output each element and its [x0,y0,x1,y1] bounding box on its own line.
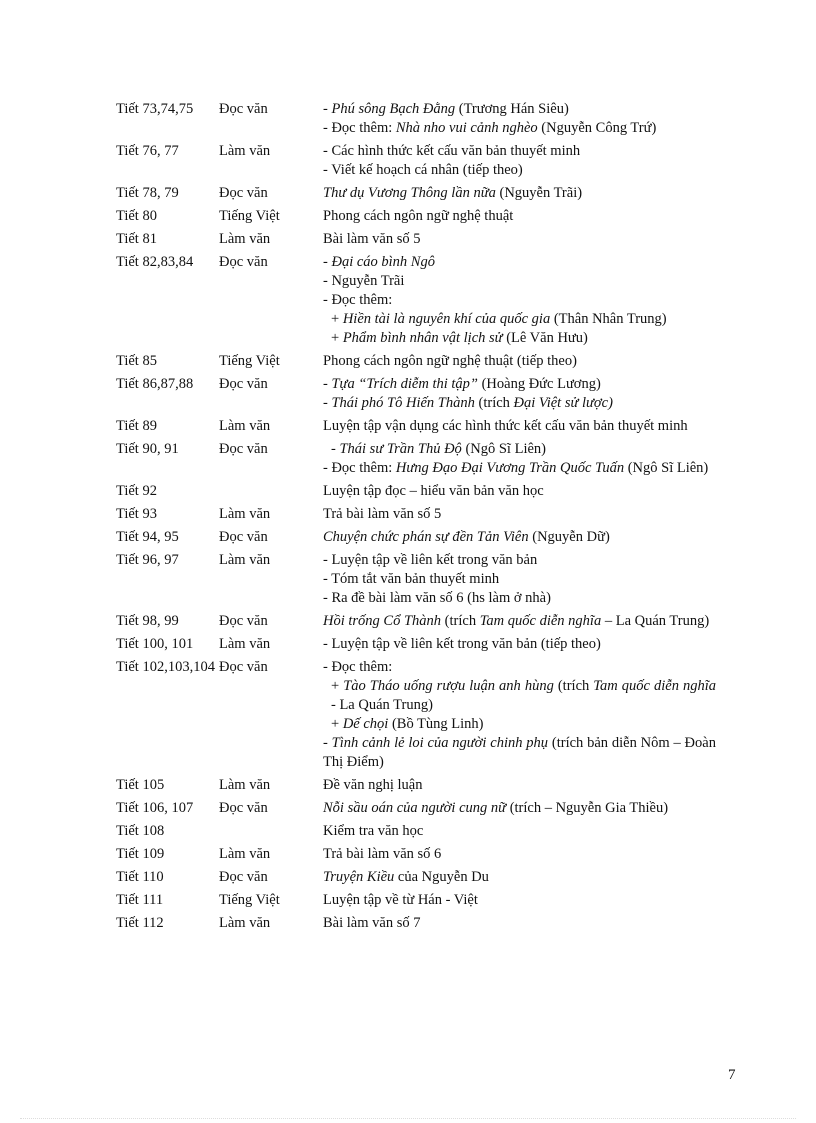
table-row [116,375,716,413]
period-cell: Tiết 109 [116,846,165,862]
content-cell [323,635,716,654]
content-line [323,612,716,631]
content-cell [323,417,716,436]
title-text: Tào Tháo uống rượu luận anh hùng [343,678,554,694]
plain-text: (Nguyễn Công Trứ) [537,120,657,136]
plain-text: Luyện tập vận dụng các hình thức kết cấu văn bản thuyết minh [323,418,688,434]
plain-text: Luyện tập về từ Hán - Việt [323,892,478,908]
table-row [116,440,716,478]
period-cell: Tiết 81 [116,231,157,247]
plain-text: Đề văn nghị luận [323,777,423,793]
type-cell: Làm văn [219,506,271,522]
plain-text: - Đọc thêm: [323,659,393,675]
content-cell [323,658,716,772]
table-row [116,417,716,436]
plain-text: Kiểm tra văn học [323,823,424,839]
period-cell: Tiết 92 [116,483,157,499]
table-row [116,207,716,226]
table-row [116,528,716,547]
period-cell: Tiết 112 [116,915,164,931]
period-cell: Tiết 76, 77 [116,143,179,159]
schedule-table [116,100,716,937]
plain-text: - Luyện tập về liên kết trong văn bản (tiếp theo) [323,636,601,652]
table-row [116,551,716,608]
content-line [323,253,716,272]
period-cell: Tiết 110 [116,869,164,885]
title-text: Tam quốc diễn nghĩa [479,613,602,629]
type-cell: Đọc văn [219,613,268,629]
content-cell [323,551,716,608]
table-row [116,505,716,524]
plain-text: của Nguyễn Du [394,869,489,885]
content-line [323,505,716,524]
plain-text: - [331,441,340,457]
plain-text: - Các hình thức kết cấu văn bản thuyết minh [323,143,581,159]
type-cell: Đọc văn [219,254,268,270]
content-cell [323,142,716,180]
plain-text: - [323,395,332,411]
content-line [323,142,716,161]
type-cell: Đọc văn [219,101,268,117]
period-cell: Tiết 86,87,88 [116,376,194,392]
plain-text: - Đọc thêm: [323,292,393,308]
period-cell: Tiết 85 [116,353,157,369]
plain-text: - Luyện tập về liên kết trong văn bản [323,552,538,568]
plain-text: (Ngô Sĩ Liên) [624,460,709,476]
content-line [323,459,716,478]
table-row [116,100,716,138]
type-cell: Tiếng Việt [219,208,280,224]
table-row [116,482,716,501]
content-cell [323,776,716,795]
plain-text: - [323,254,332,270]
period-cell: Tiết 89 [116,418,157,434]
content-cell [323,184,716,203]
content-line [323,329,716,348]
content-cell [323,207,716,226]
table-row [116,253,716,348]
type-cell: Đọc văn [219,441,268,457]
plain-text: (trích [474,395,514,411]
content-line [323,914,716,933]
plain-text: Trả bài làm văn số 6 [323,846,442,862]
table-row [116,845,716,864]
title-text: Hiền tài là nguyên khí của quốc gia [342,311,551,327]
title-text: Hưng Đạo Đại Vương Trần Quốc Tuấn [395,460,625,476]
period-cell: Tiết 94, 95 [116,529,179,545]
plain-text: (Nguyễn Trãi) [495,185,583,201]
content-line [323,715,716,734]
period-cell: Tiết 80 [116,208,157,224]
table-row [116,352,716,371]
content-cell [323,440,716,478]
content-line [323,207,716,226]
table-row [116,799,716,818]
type-cell: Làm văn [219,231,271,247]
title-text: Đại cáo bình Ngô [331,254,435,270]
title-text: Phẩm bình nhân vật lịch sử [342,330,503,346]
table-row [116,891,716,910]
plain-text: - Tóm tắt văn bản thuyết minh [323,571,500,587]
table-row [116,868,716,887]
period-cell: Tiết 78, 79 [116,185,179,201]
content-cell [323,375,716,413]
plain-text: (trích – Nguyễn Gia Thiều) [506,800,669,816]
plain-text: (Hoàng Đức Lương) [477,376,601,392]
content-line [323,310,716,329]
title-text: Nỗi sầu oán của người cung nữ [323,800,507,816]
table-row [116,658,716,772]
content-line [323,868,716,887]
content-line [323,776,716,795]
content-line [323,677,716,715]
plain-text: - [323,101,332,117]
title-text: Tựa “Trích diễm thi tập” [331,376,478,392]
period-cell: Tiết 90, 91 [116,441,179,457]
content-cell [323,505,716,524]
plain-text: (Bồ Tùng Linh) [388,716,484,732]
title-text: Chuyện chức phán sự đền Tản Viên [323,529,529,545]
page-bottom-divider [20,1118,796,1119]
plain-text: - Viết kế hoạch cá nhân (tiếp theo) [323,162,523,178]
title-text: Tình cảnh lẻ loi của người chinh phụ [331,735,549,751]
content-line [323,375,716,394]
plain-text: (Trương Hán Siêu) [455,101,569,117]
period-cell: Tiết 82,83,84 [116,254,194,270]
table-row [116,776,716,795]
content-cell [323,868,716,887]
table-row [116,914,716,933]
content-line [323,272,716,291]
content-line [323,734,716,772]
period-cell: Tiết 105 [116,777,165,793]
period-cell: Tiết 73,74,75 [116,101,194,117]
plain-text: + [331,716,343,732]
table-row [116,142,716,180]
period-cell: Tiết 100, 101 [116,636,194,652]
plain-text: - Đọc thêm: [323,460,396,476]
period-cell: Tiết 98, 99 [116,613,179,629]
plain-text: - [323,735,332,751]
content-line [323,230,716,249]
plain-text: + [331,311,343,327]
plain-text: - La Quán Trung) [331,697,433,713]
type-cell: Đọc văn [219,659,268,675]
content-cell [323,230,716,249]
period-cell: Tiết 93 [116,506,157,522]
type-cell: Tiếng Việt [219,353,280,369]
content-line [323,570,716,589]
content-line [323,635,716,654]
content-cell [323,914,716,933]
content-line [323,799,716,818]
type-cell: Làm văn [219,915,271,931]
title-text: Đại Việt sử lược) [513,395,613,411]
type-cell: Làm văn [219,143,271,159]
content-line [323,551,716,570]
period-cell: Tiết 108 [116,823,165,839]
content-line [323,417,716,436]
content-line [323,528,716,547]
table-row [116,822,716,841]
content-cell [323,100,716,138]
type-cell [219,482,323,501]
plain-text: – La Quán Trung) [601,613,710,629]
title-text: Phú sông Bạch Đằng [331,101,456,117]
title-text: Tam quốc diễn nghĩa [593,678,716,694]
plain-text: (trích bản diễn Nôm – Đoàn Thị Điểm) [323,735,716,770]
content-line [323,352,716,371]
period-cell: Tiết 111 [116,892,164,908]
plain-text: (trích [553,678,594,694]
plain-text: + [331,678,344,694]
plain-text: - Ra đề bài làm văn số 6 (hs làm ở nhà) [323,590,551,606]
period-cell: Tiết 102,103,104 [116,659,215,675]
content-cell [323,352,716,371]
content-line [323,119,716,138]
plain-text: + [331,330,343,346]
plain-text: - [323,376,332,392]
content-cell [323,253,716,348]
plain-text: (trích [441,613,480,629]
title-text: Truyện Kiều [323,869,395,885]
table-row [116,230,716,249]
type-cell: Đọc văn [219,529,268,545]
plain-text: (Nguyễn Dữ) [528,529,610,545]
content-line [323,589,716,608]
plain-text: (Ngô Sĩ Liên) [461,441,546,457]
type-cell: Đọc văn [219,185,268,201]
plain-text: (Lê Văn Hưu) [502,330,588,346]
content-cell [323,891,716,910]
plain-text: (Thân Nhân Trung) [550,311,667,327]
type-cell: Tiếng Việt [219,892,280,908]
page-number: 7 [728,1067,736,1083]
content-line [323,891,716,910]
period-cell: Tiết 106, 107 [116,800,194,816]
plain-text: Phong cách ngôn ngữ nghệ thuật (tiếp theo) [323,353,577,369]
title-text: Dế chọi [342,716,389,732]
content-line [323,291,716,310]
content-cell [323,822,716,841]
type-cell [219,822,323,841]
plain-text: - Đọc thêm: [323,120,396,136]
type-cell: Đọc văn [219,800,268,816]
plain-text: Luyện tập đọc – hiểu văn bản văn học [323,483,544,499]
content-cell [323,612,716,631]
content-cell [323,845,716,864]
title-text: Nhà nho vui cảnh nghèo [395,120,538,136]
type-cell: Làm văn [219,777,271,793]
period-cell: Tiết 96, 97 [116,552,179,568]
plain-text: Phong cách ngôn ngữ nghệ thuật [323,208,514,224]
content-line [323,482,716,501]
table-row [116,184,716,203]
type-cell: Làm văn [219,846,271,862]
content-line [323,100,716,119]
title-text: Thư dụ Vương Thông lần nữa [323,185,496,201]
type-cell: Làm văn [219,552,271,568]
title-text: Thái sư Trần Thủ Độ [339,441,462,457]
title-text: Hồi trống Cổ Thành [323,613,442,629]
content-cell [323,799,716,818]
type-cell: Làm văn [219,636,271,652]
content-line [323,184,716,203]
content-line [323,845,716,864]
table-row [116,635,716,654]
type-cell: Đọc văn [219,376,268,392]
table-row [116,612,716,631]
content-line [323,658,716,677]
content-line [323,394,716,413]
content-cell [323,528,716,547]
type-cell: Làm văn [219,418,271,434]
content-line [323,161,716,180]
plain-text: Bài làm văn số 5 [323,231,421,247]
type-cell: Đọc văn [219,869,268,885]
content-cell [323,482,716,501]
content-line [323,822,716,841]
plain-text: Bài làm văn số 7 [323,915,421,931]
content-line [323,440,716,459]
plain-text: - Nguyễn Trãi [323,273,405,289]
title-text: Thái phó Tô Hiến Thành [331,395,475,411]
plain-text: Trả bài làm văn số 5 [323,506,442,522]
